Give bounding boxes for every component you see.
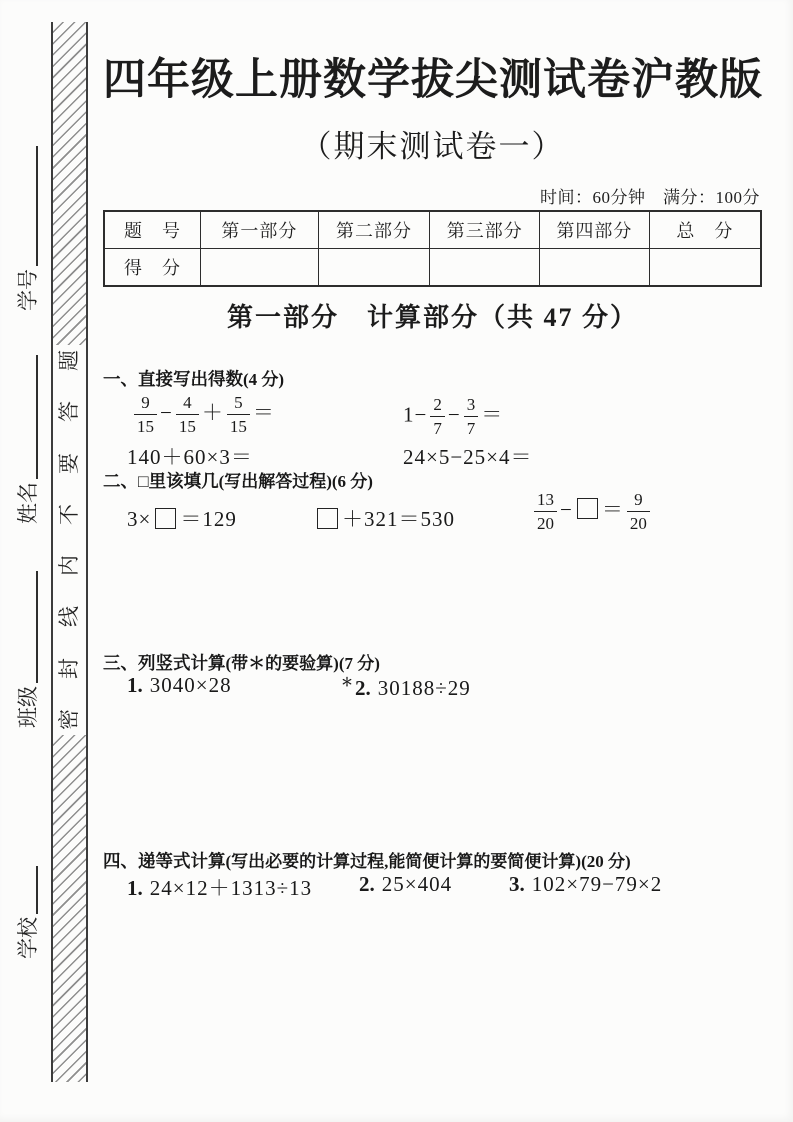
q2-expression-2 — [313, 503, 455, 533]
math-text: 3040×28 — [149, 673, 232, 697]
blank-box — [577, 498, 598, 519]
score-table-header-row — [104, 211, 761, 249]
item-number: 1. — [127, 876, 143, 900]
denominator: 20 — [534, 511, 557, 532]
math-text: − — [560, 497, 573, 522]
question4-heading — [103, 847, 631, 873]
score-cell-empty — [201, 249, 319, 287]
score-table-header-cell: 总 分 — [649, 211, 761, 249]
q1-expression-2 — [403, 396, 503, 437]
blank-box — [317, 508, 338, 529]
student-name-label — [14, 354, 40, 524]
denominator: 7 — [464, 416, 479, 437]
seal-char: 题 — [57, 350, 81, 371]
question3-note: (带＊的要验算)(7 分) — [225, 654, 380, 673]
numerator: 9 — [634, 490, 643, 509]
class-label — [14, 570, 40, 728]
fraction — [227, 394, 250, 435]
item-number: 2. — [355, 676, 371, 700]
blank-box — [155, 508, 176, 529]
numerator: 4 — [183, 393, 192, 412]
numerator: 13 — [537, 490, 554, 509]
numerator: 2 — [433, 395, 442, 414]
question4-note: (写出必要的计算过程,能简便计算的要简便计算)(20 分) — [225, 852, 631, 871]
score-cell-empty — [318, 249, 430, 287]
fraction — [534, 491, 557, 532]
paper-title: 四年级上册数学拔尖测试卷沪教版 — [103, 57, 763, 104]
q4-expression-2 — [359, 872, 452, 897]
score-table-header-cell: 题 号 — [104, 211, 201, 249]
student-id-text: 学号 — [16, 269, 40, 311]
math-text: − — [160, 400, 173, 425]
score-table-score-row — [104, 249, 761, 287]
score-table-header-cell: 第二部分 — [318, 211, 430, 249]
seal-char: 封 — [57, 657, 81, 679]
seal-char: 要 — [57, 452, 81, 474]
math-text: ＝ — [252, 400, 275, 425]
numerator: 3 — [466, 395, 476, 414]
check-asterisk: ＊ — [341, 675, 354, 689]
school-fill-line — [16, 866, 38, 914]
score-table-header-cell: 第一部分 — [201, 211, 319, 249]
numerator: 5 — [234, 393, 243, 412]
question2-label: 二、□里该填几 — [103, 471, 219, 491]
student-id-fill-line — [16, 146, 38, 266]
question1-note: (4 分) — [243, 370, 285, 389]
q1-expression-1 — [131, 394, 275, 435]
denominator: 15 — [134, 414, 157, 435]
time-score-info: 时间：60分钟 满分：100分 — [540, 188, 760, 207]
question2-heading — [103, 467, 373, 493]
q3-expression-2 — [341, 673, 471, 701]
seal-char: 内 — [57, 555, 81, 577]
question2-note: (写出解答过程)(6 分) — [218, 472, 373, 491]
item-number: 1. — [127, 673, 143, 697]
math-text: 30188÷29 — [377, 676, 471, 700]
score-row-label: 得 分 — [104, 249, 201, 287]
student-name-fill-line — [16, 355, 38, 479]
question1-label: 一、直接写出得数 — [103, 369, 243, 389]
seal-char: 答 — [57, 401, 81, 423]
score-cell-empty — [430, 249, 540, 287]
seal-line-strip — [51, 22, 88, 1082]
numerator: 9 — [141, 393, 150, 412]
seal-char: 线 — [57, 606, 81, 628]
question3-heading — [103, 649, 380, 675]
math-text: ＋321＝530 — [342, 507, 455, 531]
school-label — [14, 865, 40, 959]
denominator: 15 — [227, 414, 250, 435]
q2-expression-1 — [127, 503, 237, 533]
score-table-header-cell: 第四部分 — [540, 211, 650, 249]
fraction — [430, 396, 445, 437]
fraction — [464, 396, 479, 437]
denominator: 15 — [176, 414, 199, 435]
math-text: ＋ — [201, 400, 224, 425]
paper-subtitle: （期末测试卷一） — [300, 129, 565, 164]
paper-content — [103, 0, 762, 1122]
school-text: 学校 — [16, 917, 40, 959]
question1-heading — [103, 365, 284, 391]
student-id-label — [14, 145, 40, 311]
seal-char: 密 — [57, 708, 81, 730]
q4-expression-1 — [127, 872, 312, 902]
math-text: ＝ — [481, 402, 504, 427]
q4-expression-3 — [509, 872, 662, 897]
math-text: 25×404 — [381, 872, 453, 896]
q1-expression-4 — [403, 441, 533, 471]
denominator: 7 — [430, 416, 445, 437]
math-text: 1− — [403, 402, 428, 427]
item-number: 3. — [509, 872, 525, 896]
math-text: 140＋60×3＝ — [127, 445, 253, 469]
seal-line-text — [53, 345, 86, 735]
question4-label: 四、递等式计算 — [103, 851, 226, 871]
fraction — [176, 394, 199, 435]
fraction — [134, 394, 157, 435]
question3-label: 三、列竖式计算 — [103, 653, 226, 673]
q2-expression-3 — [531, 491, 653, 532]
math-text: − — [447, 402, 461, 427]
fraction — [627, 491, 650, 532]
hatch-pattern — [53, 22, 86, 345]
math-text: 102×79−79×2 — [531, 872, 663, 896]
math-text: 24×12＋1313÷13 — [149, 876, 313, 900]
seal-char: 不 — [57, 503, 81, 525]
score-table — [103, 210, 762, 287]
item-number: 2. — [359, 872, 375, 896]
hatch-pattern — [53, 735, 86, 1082]
class-fill-line — [16, 571, 38, 683]
score-cell-empty — [540, 249, 650, 287]
student-name-text: 姓名 — [16, 482, 40, 524]
math-text: ＝ — [601, 497, 624, 522]
score-table-header-cell: 第三部分 — [430, 211, 540, 249]
math-text: 24×5−25×4＝ — [403, 445, 533, 469]
class-text: 班级 — [16, 686, 40, 728]
section1-heading: 第一部分 计算部分（共 47 分） — [226, 303, 638, 332]
denominator: 20 — [627, 511, 650, 532]
q3-expression-1 — [127, 673, 232, 698]
math-text: ＝129 — [180, 507, 237, 531]
score-cell-empty — [649, 249, 761, 287]
math-text: 3× — [127, 507, 152, 531]
